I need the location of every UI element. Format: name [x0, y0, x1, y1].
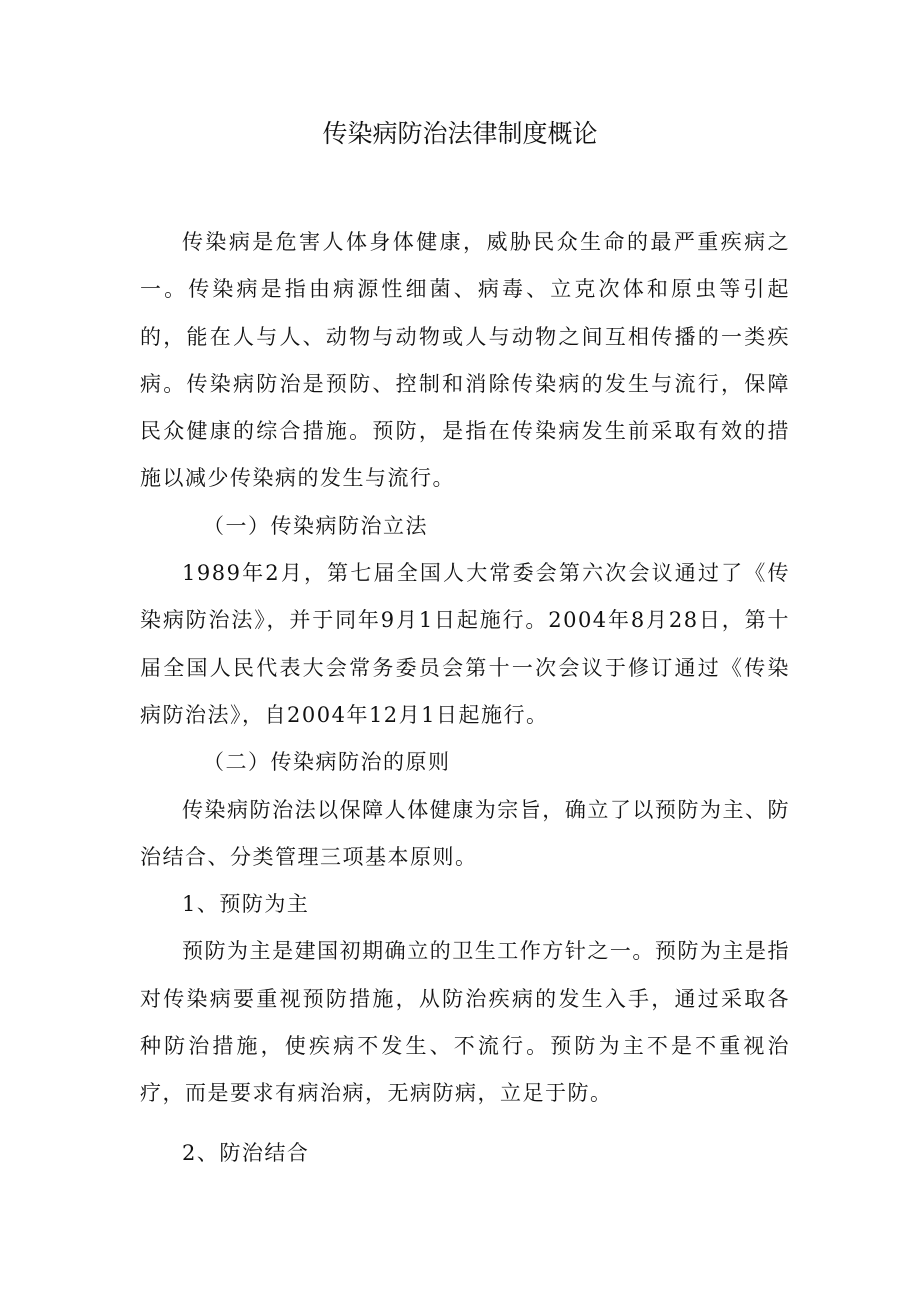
intro-paragraph: 传染病是危害人体身体健康，威胁民众生命的最严重疾病之一。传染病是指由病源性细菌、病毒、立克次体和原虫等引起的，能在人与人、动物与动物或人与动物之间互相传播的一类疾病。传染病防治是预防、控制和消除传染病的发生与流行，保障民众健康的综合措施。预防，是指在传染病发生前采取有效的措施以减少传染病的发生与流行。	[140, 230, 790, 491]
document-title: 传染病防治法律制度概论	[322, 119, 598, 148]
prevention-paragraph: 预防为主是建国初期确立的卫生工作方针之一。预防为主是指对传染病要重视预防措施，从防治疾病的发生入手，通过采取各种防治措施，使疾病不发生、不流行。预防为主不是不重视治疗，而是要求有病治病，无病防病，立足于防。	[140, 939, 790, 1106]
legislation-paragraph: 1989年2月，第七届全国人大常委会第六次会议通过了《传染病防治法》，并于同年9月1日起施行。2004年8月28日，第十届全国人民代表大会常务委员会第十一次会议于修订通过《传染病防治法》，自2004年12月1日起施行。	[140, 561, 790, 727]
subsection-heading-combination: 2、防治结合	[182, 1140, 310, 1165]
section-heading-principles: （二）传染病防治的原则	[203, 750, 451, 775]
paragraph-spacer	[140, 1118, 790, 1130]
subsection-heading-prevention: 1、预防为主	[182, 892, 310, 917]
document-body	[140, 219, 790, 1177]
principles-paragraph: 传染病防治法以保障人体健康为宗旨，确立了以预防为主、防治结合、分类管理三项基本原则。	[140, 797, 790, 869]
section-heading-legislation: （一）传染病防治立法	[203, 513, 428, 538]
